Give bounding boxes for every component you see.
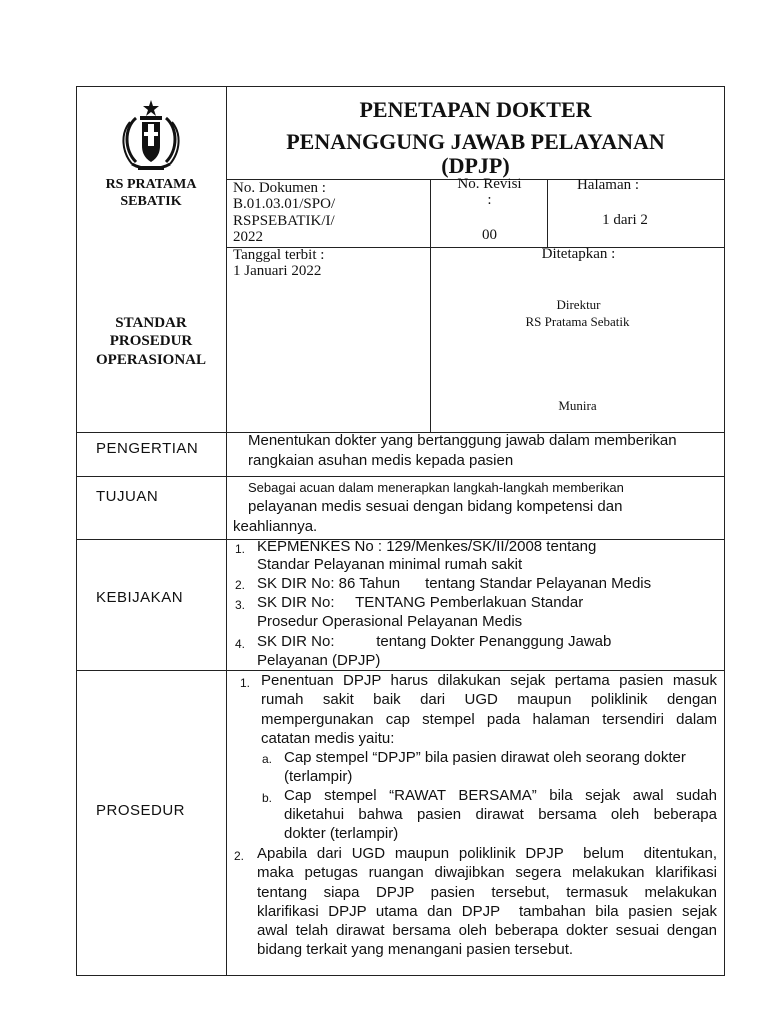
grid-hline-pengertian <box>76 476 725 477</box>
prosedur-2-line1: Apabila dari UGD maupun poliklinik DPJP belum ditentukan, <box>257 845 717 862</box>
doc-title-line2: PENANGGUNG JAWAB PELAYANAN <box>286 129 665 154</box>
revision-value: 00 <box>482 227 497 243</box>
prosedur-1-line1: Penentuan DPJP harus dilakukan sejak pertama pasien masuk <box>261 672 717 689</box>
director-name: Munira <box>558 398 597 413</box>
prosedur-1-line2: rumah sakit baik dari UGD maupun poliklinik dengan <box>261 691 717 708</box>
doc-number-label: No. Dokumen : <box>233 180 326 196</box>
kebijakan-item-4-number: 4. <box>235 637 246 651</box>
revision-label: No. Revisi : <box>457 176 522 208</box>
grid-hline-kebijakan <box>76 670 725 671</box>
kebijakan-item-2-line1: SK DIR No: 86 Tahun tentang Standar Pelayanan Medis <box>257 575 652 592</box>
page-label: Halaman : <box>576 177 640 193</box>
tujuan-text-line2: pelayanan medis sesuai dengan bidang kompetensi dan <box>248 498 623 515</box>
kebijakan-item-4-line2: Pelayanan (DPJP) <box>257 652 381 669</box>
pengertian-text-line1: Menentukan dokter yang bertanggung jawab dalam memberikan <box>248 432 677 449</box>
pengertian-text-line2: rangkaian asuhan medis kepada pasien <box>248 452 514 469</box>
org-name: RS PRATAMA SEBATIK <box>105 177 197 209</box>
tujuan-text-line1: Sebagai acuan dalam menerapkan langkah-langkah memberikan <box>248 480 624 495</box>
prosedur-1b-number: b. <box>262 791 273 805</box>
approved-label: Ditetapkan : <box>541 246 616 262</box>
kebijakan-item-3-number: 3. <box>235 598 246 612</box>
prosedur-1b-line1: Cap stempel “RAWAT BERSAMA” bila sejak awal sudah <box>284 787 717 804</box>
grid-vline-left-col <box>226 86 227 976</box>
tujuan-label: TUJUAN <box>96 488 159 505</box>
kebijakan-item-1-number: 1. <box>235 542 246 556</box>
director-org: RS Pratama Sebatik <box>525 314 630 329</box>
pengertian-label: PENGERTIAN <box>96 440 199 457</box>
kebijakan-item-2-number: 2. <box>235 578 246 592</box>
prosedur-2-line3: tentang siapa DPJP pasien tersebut, termasuk melakukan <box>257 884 717 901</box>
prosedur-1a-line1: Cap stempel “DPJP” bila pasien dirawat oleh seorang dokter <box>284 749 686 766</box>
prosedur-1-line4: catatan medis yaitu: <box>261 730 395 747</box>
prosedur-2-line5: awal telah dirawat bersama oleh beberapa dokter sesuai dengan <box>257 922 717 939</box>
director-title: Direktur <box>556 297 601 312</box>
prosedur-label: PROSEDUR <box>96 802 186 819</box>
prosedur-1a-line2: (terlampir) <box>284 768 353 785</box>
tujuan-text-line3: keahliannya. <box>233 518 318 535</box>
kebijakan-label: KEBIJAKAN <box>96 589 184 606</box>
prosedur-1-line3: mempergunakan cap stempel pada halaman tersendiri dalam <box>261 711 717 728</box>
issue-date-value: 1 Januari 2022 <box>233 263 322 279</box>
hospital-emblem-icon <box>118 98 184 172</box>
prosedur-1b-line3: dokter (terlampir) <box>284 825 399 842</box>
prosedur-1-number: 1. <box>240 676 251 690</box>
kebijakan-item-3-line1: SK DIR No: TENTANG Pemberlakuan Standar <box>257 594 584 611</box>
doc-title-line3: (DPJP) <box>441 153 510 178</box>
prosedur-2-line6: bidang terkait yang menangani pasien tersebut. <box>257 941 574 958</box>
prosedur-1b-line2: diketahui bahwa pasien dirawat bersama oleh beberapa <box>284 806 717 823</box>
prosedur-1a-number: a. <box>262 752 273 766</box>
kebijakan-item-1-line2: Standar Pelayanan minimal rumah sakit <box>257 556 523 573</box>
sop-label: STANDAR PROSEDUR OPERASIONAL <box>95 315 207 368</box>
page-value: 1 dari 2 <box>602 212 648 228</box>
kebijakan-item-4-line1: SK DIR No: tentang Dokter Penanggung Jawab <box>257 633 612 650</box>
grid-vline-mid <box>430 179 431 432</box>
prosedur-2-line2: maka petugas ruangan diwajibkan segera melakukan klarifikasi <box>257 864 717 881</box>
kebijakan-item-3-line2: Prosedur Operasional Pelayanan Medis <box>257 613 523 630</box>
doc-number-value: B.01.03.01/SPO/ RSPSEBATIK/I/ 2022 <box>233 196 336 245</box>
issue-date-label: Tanggal terbit : <box>233 247 325 263</box>
doc-title-line1: PENETAPAN DOKTER <box>359 97 592 122</box>
prosedur-2-number: 2. <box>234 849 245 863</box>
kebijakan-item-1-line1: KEPMENKES No : 129/Menkes/SK/II/2008 tentang <box>257 538 597 555</box>
prosedur-2-line4: klarifikasi DPJP utama dan DPJP tambahan bila pasien sejak <box>257 903 717 920</box>
